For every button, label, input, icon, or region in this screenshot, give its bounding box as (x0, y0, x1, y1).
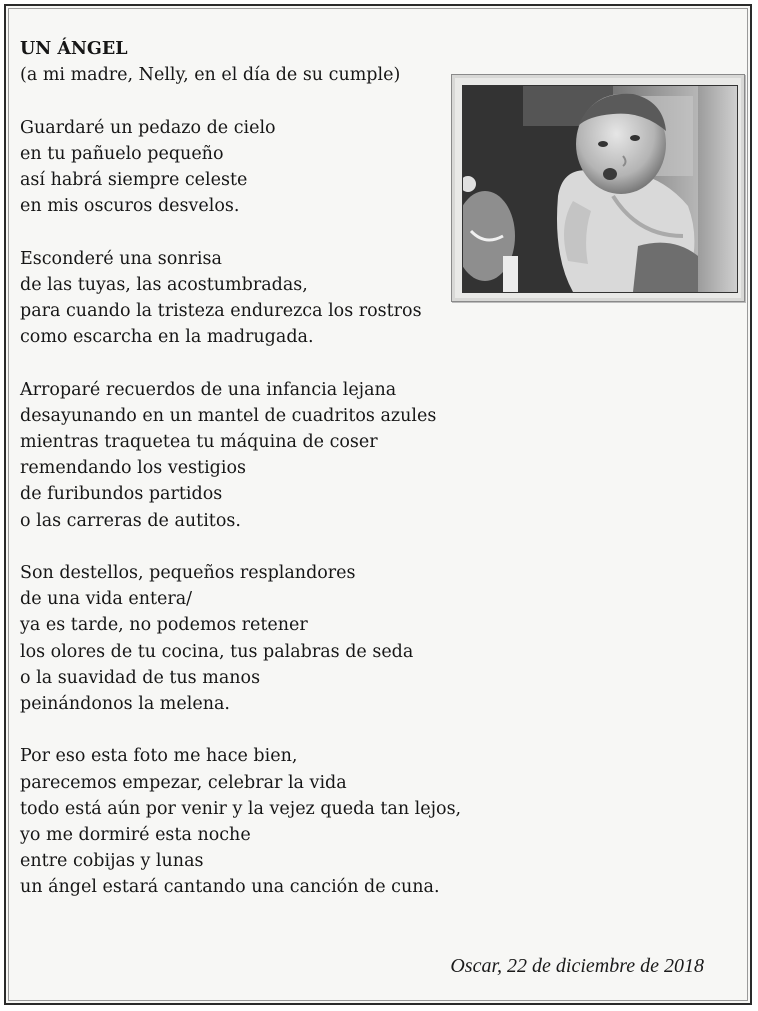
poem-line: todo está aún por venir y la vejez queda tan lejos, (20, 798, 462, 819)
poem-line: remendando los vestigios (20, 458, 246, 479)
stanza-4 (20, 560, 620, 717)
poem-line: para cuando la tristeza endurezca los rostros (20, 301, 422, 321)
stanza-3 (20, 377, 620, 534)
poem-line: un ángel estará cantando una canción de cuna. (20, 877, 440, 898)
poem-line: mientras traquetea tu máquina de coser (20, 432, 378, 452)
poem-line: en mis oscuros desvelos. (20, 196, 240, 217)
poem-line: desayunando en un mantel de cuadritos azules (20, 405, 437, 426)
poem-line: Arroparé recuerdos de una infancia lejana (20, 379, 397, 400)
poem-line: los olores de tu cocina, tus palabras de seda (20, 641, 414, 662)
poem-line: en tu pañuelo pequeño (20, 143, 224, 164)
photo-frame (451, 74, 745, 302)
poem-line: entre cobijas y lunas (20, 851, 204, 872)
poem-line: Son destellos, pequeños resplandores (20, 563, 356, 583)
poem-line: o las carreras de autitos. (20, 510, 241, 531)
poem-line: de una vida entera/ (20, 589, 193, 610)
poem-line: peinándonos la melena. (20, 694, 230, 715)
poem-line: parecemos empezar, celebrar la vida (20, 772, 347, 793)
poem-line: ya es tarde, no podemos retener (20, 615, 308, 636)
poem-title: UN ÁNGEL (20, 39, 128, 59)
poem-dedication: (a mi madre, Nelly, en el día de su cumple) (20, 65, 401, 86)
poem-line: Guardaré un pedazo de cielo (20, 117, 276, 138)
poem-line: de furibundos partidos (20, 484, 223, 505)
poem-line: de las tuyas, las acostumbradas, (20, 274, 308, 295)
poem-page (4, 4, 752, 1005)
baby-photo-image (463, 86, 737, 292)
poem-line: Esconderé una sonrisa (20, 248, 222, 269)
poem-line: Por eso esta foto me hace bien, (20, 746, 298, 767)
stanza-5 (20, 743, 620, 900)
poem-line: así habrá siempre celeste (20, 170, 248, 190)
poem-line: yo me dormiré esta noche (20, 825, 251, 846)
poem-line: como escarcha en la madrugada. (20, 327, 314, 348)
poem-signature: Oscar, 22 de diciembre de 2018 (450, 955, 704, 977)
poem-line: o la suavidad de tus manos (20, 667, 261, 688)
baby-photo (462, 85, 738, 293)
